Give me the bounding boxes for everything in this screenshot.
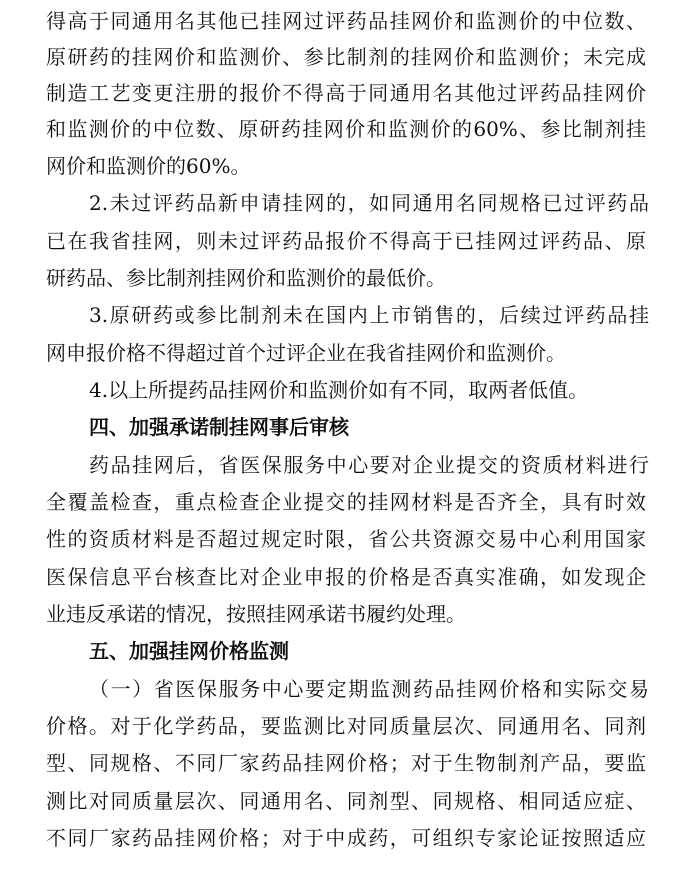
section-5-line-1: （一）省医保服务中心要定期监测药品挂网价格和实际交易 xyxy=(89,677,649,701)
section-heading-4: 四、加强承诺制挂网事后审核 xyxy=(89,415,349,439)
paragraph-line-5: 网价和监测价的60%。 xyxy=(46,154,251,178)
section-5-line-2: 价格。对于化学药品，要监测比对同质量层次、同通用名、同剂 xyxy=(46,714,646,738)
paragraph-line-2: 原研药的挂网价和监测价、参比制剂的挂网价和监测价；未完成 xyxy=(46,45,646,69)
section-heading-5: 五、加强挂网价格监测 xyxy=(89,639,289,663)
paragraph-line-1: 得高于同通用名其他已挂网过评药品挂网价和监测价的中位数、 xyxy=(46,9,646,33)
item-2-line-2: 已在我省挂网，则未过评药品报价不得高于已挂网过评药品、原 xyxy=(46,229,646,253)
section-4-line-4: 医保信息平台核查比对企业申报的价格是否真实准确，如发现企 xyxy=(46,565,646,589)
section-4-line-1: 药品挂网后，省医保服务中心要对企业提交的资质材料进行 xyxy=(89,453,649,477)
item-4-line: 4.以上所提药品挂网价和监测价如有不同，取两者低值。 xyxy=(89,378,589,402)
section-4-line-3: 性的资质材料是否超过规定时限，省公共资源交易中心利用国家 xyxy=(46,527,646,551)
section-5-line-3: 型、同规格、不同厂家药品挂网价格；对于生物制剂产品，要监 xyxy=(46,751,646,775)
section-4-line-5: 业违反承诺的情况，按照挂网承诺书履约处理。 xyxy=(46,602,466,626)
item-2-line-1: 2.未过评药品新申请挂网的，如同通用名同规格已过评药品 xyxy=(89,191,649,215)
paragraph-line-3: 制造工艺变更注册的报价不得高于同通用名其他过评药品挂网价 xyxy=(46,81,646,105)
item-3-line-2: 网申报价格不得超过首个过评企业在我省挂网价和监测价。 xyxy=(46,341,566,365)
paragraph-line-4: 和监测价的中位数、原研药挂网价和监测价的60%、参比制剂挂 xyxy=(46,117,646,141)
section-5-line-5: 不同厂家药品挂网价格；对于中成药，可组织专家论证按照适应 xyxy=(46,826,646,850)
item-3-line-1: 3.原研药或参比制剂未在国内上市销售的，后续过评药品挂 xyxy=(89,303,649,327)
section-5-line-4: 测比对同质量层次、同通用名、同剂型、同规格、相同适应症、 xyxy=(46,789,646,813)
item-2-line-3: 研药品、参比制剂挂网价和监测价的最低价。 xyxy=(46,266,446,290)
section-4-line-2: 全覆盖检查，重点检查企业提交的挂网材料是否齐全，具有时效 xyxy=(46,490,646,514)
